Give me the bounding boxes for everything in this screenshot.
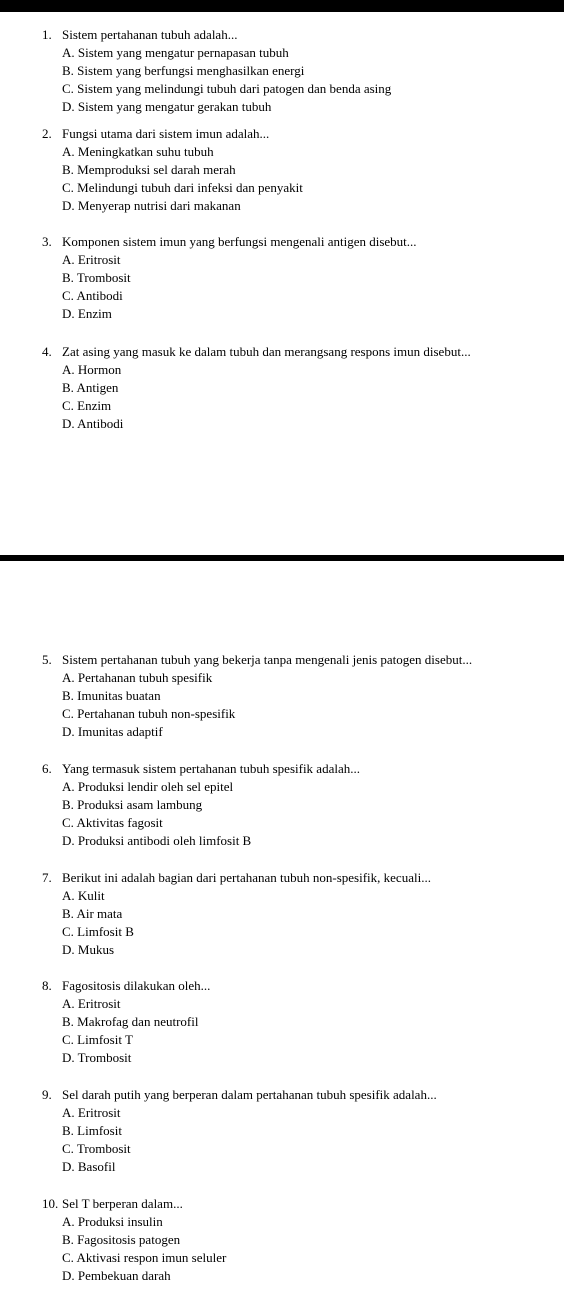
question-number: 4. (42, 344, 52, 359)
answer-option-c: C. Pertahanan tubuh non-spesifik (62, 706, 236, 721)
question-text: Komponen sistem imun yang berfungsi mengenali antigen disebut... (62, 234, 417, 249)
question-stem (0, 343, 564, 361)
answer-option-a: A. Eritrosit (62, 996, 121, 1011)
question-stem (0, 651, 564, 669)
question-text: Sistem pertahanan tubuh adalah... (62, 27, 238, 42)
question-number: 1. (42, 27, 52, 42)
answer-option-a: A. Produksi lendir oleh sel epitel (62, 779, 234, 794)
answer-option-c: C. Trombosit (62, 1141, 131, 1156)
question-stem (0, 26, 564, 44)
question-8 (0, 977, 564, 1067)
question-stem (0, 977, 564, 995)
answer-option-b: B. Fagositosis patogen (62, 1232, 181, 1247)
answer-option-c: C. Melindungi tubuh dari infeksi dan penyakit (62, 180, 303, 195)
answer-option-c: C. Antibodi (62, 288, 123, 303)
answer-option-b: B. Sistem yang berfungsi menghasilkan energi (62, 63, 305, 78)
question-number: 3. (42, 234, 52, 249)
question-1 (0, 26, 564, 116)
answer-option-d: D. Trombosit (62, 1050, 132, 1065)
question-text: Zat asing yang masuk ke dalam tubuh dan merangsang respons imun disebut... (62, 344, 471, 359)
question-stem (0, 869, 564, 887)
top-border (0, 0, 564, 12)
question-text: Fungsi utama dari sistem imun adalah... (62, 126, 270, 141)
answer-option-b: B. Antigen (62, 380, 119, 395)
question-stem (0, 125, 564, 143)
answer-option-d: D. Mukus (62, 942, 115, 957)
answer-option-a: A. Eritrosit (62, 252, 121, 267)
question-stem (0, 1195, 564, 1213)
answer-option-a: A. Produksi insulin (62, 1214, 163, 1229)
answer-option-a: A. Kulit (62, 888, 105, 903)
question-number: 6. (42, 761, 52, 776)
answer-option-c: C. Sistem yang melindungi tubuh dari patogen dan benda asing (62, 81, 392, 96)
question-9 (0, 1086, 564, 1176)
answer-option-d: D. Produksi antibodi oleh limfosit B (62, 833, 252, 848)
answer-option-c: C. Limfosit B (62, 924, 134, 939)
answer-option-a: A. Hormon (62, 362, 122, 377)
answer-option-d: D. Imunitas adaptif (62, 724, 163, 739)
question-text: Sistem pertahanan tubuh yang bekerja tanpa mengenali jenis patogen disebut... (62, 652, 473, 667)
answer-option-a: A. Sistem yang mengatur pernapasan tubuh (62, 45, 289, 60)
question-text: Yang termasuk sistem pertahanan tubuh spesifik adalah... (62, 761, 360, 776)
question-stem (0, 760, 564, 778)
answer-option-b: B. Memproduksi sel darah merah (62, 162, 236, 177)
question-number: 5. (42, 652, 52, 667)
answer-option-b: B. Produksi asam lambung (62, 797, 203, 812)
question-text: Sel darah putih yang berperan dalam pertahanan tubuh spesifik adalah... (62, 1087, 437, 1102)
answer-option-a: A. Eritrosit (62, 1105, 121, 1120)
answer-option-b: B. Air mata (62, 906, 123, 921)
answer-option-d: D. Antibodi (62, 416, 124, 431)
answer-option-c: C. Aktivasi respon imun seluler (62, 1250, 227, 1265)
question-6 (0, 760, 564, 850)
answer-option-d: D. Enzim (62, 306, 112, 321)
question-7 (0, 869, 564, 959)
question-5 (0, 651, 564, 741)
question-10 (0, 1195, 564, 1285)
answer-option-b: B. Makrofag dan neutrofil (62, 1014, 199, 1029)
question-text: Sel T berperan dalam... (62, 1196, 183, 1211)
question-text: Fagositosis dilakukan oleh... (62, 978, 211, 993)
question-2 (0, 125, 564, 215)
question-stem (0, 1086, 564, 1104)
question-3 (0, 233, 564, 323)
question-text: Berikut ini adalah bagian dari pertahanan tubuh non-spesifik, kecuali... (62, 870, 431, 885)
question-4 (0, 343, 564, 433)
answer-option-c: C. Limfosit T (62, 1032, 133, 1047)
question-number: 10. (42, 1196, 59, 1211)
question-number: 9. (42, 1087, 52, 1102)
answer-option-b: B. Trombosit (62, 270, 131, 285)
answer-option-b: B. Limfosit (62, 1123, 122, 1138)
answer-option-d: D. Pembekuan darah (62, 1268, 171, 1283)
answer-option-b: B. Imunitas buatan (62, 688, 161, 703)
answer-option-c: C. Enzim (62, 398, 112, 413)
answer-option-d: D. Menyerap nutrisi dari makanan (62, 198, 241, 213)
answer-option-a: A. Pertahanan tubuh spesifik (62, 670, 213, 685)
answer-option-d: D. Sistem yang mengatur gerakan tubuh (62, 99, 272, 114)
question-stem (0, 233, 564, 251)
answer-option-a: A. Meningkatkan suhu tubuh (62, 144, 214, 159)
question-number: 8. (42, 978, 52, 993)
answer-option-c: C. Aktivitas fagosit (62, 815, 163, 830)
answer-option-d: D. Basofil (62, 1159, 116, 1174)
question-number: 2. (42, 126, 52, 141)
question-number: 7. (42, 870, 52, 885)
page-divider (0, 555, 564, 561)
